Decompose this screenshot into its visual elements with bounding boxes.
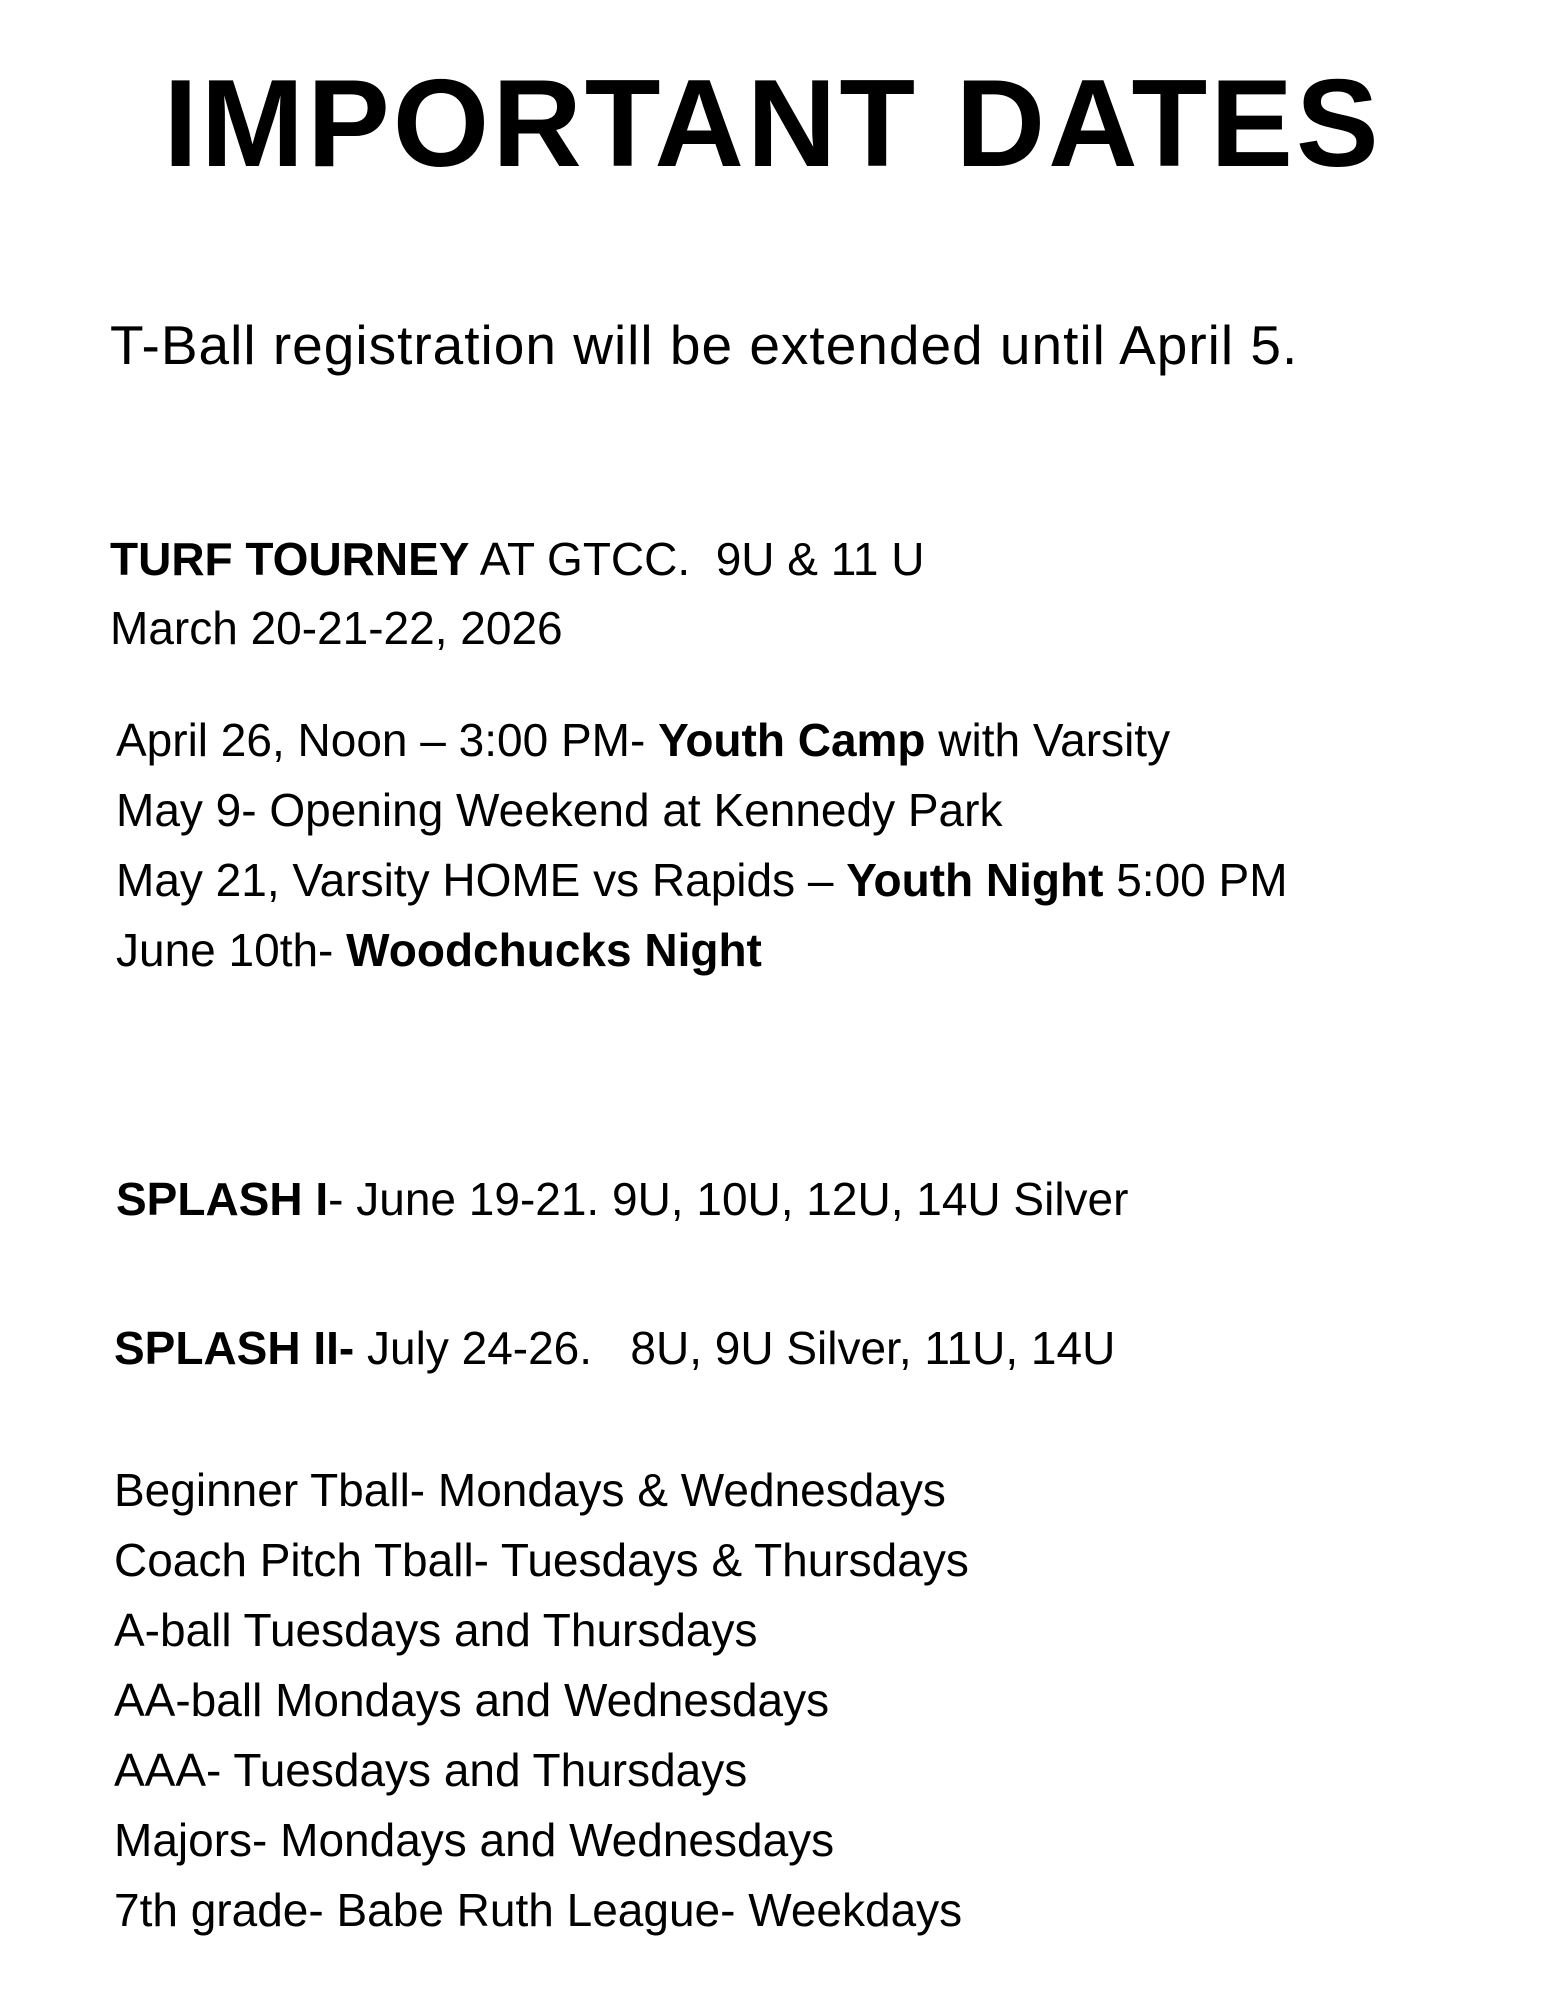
turf-tourney-heading [110, 533, 925, 585]
schedule-item: Majors- Mondays and Wednesdays [114, 1814, 835, 1866]
turf-tourney-dates: March 20-21-22, 2026 [110, 602, 563, 654]
event-text: May 21, Varsity HOME vs Rapids – [116, 854, 847, 906]
turf-tourney-section [110, 533, 925, 654]
schedule-item: 7th grade- Babe Ruth League- Weekdays [114, 1884, 963, 1936]
splash-two-section [114, 1322, 1116, 1374]
practice-schedule-list [114, 1464, 969, 1936]
event-item [116, 784, 1288, 836]
splash-one-label: SPLASH I [116, 1173, 329, 1225]
event-item [116, 854, 1288, 906]
schedule-item: Beginner Tball- Mondays & Wednesdays [114, 1464, 946, 1516]
schedule-item: AA-ball Mondays and Wednesdays [114, 1674, 830, 1726]
schedule-item: A-ball Tuesdays and Thursdays [114, 1604, 758, 1656]
event-text: June 10th- [116, 924, 347, 976]
event-text-after: with Varsity [925, 714, 1171, 766]
splash-one-section [116, 1173, 1129, 1225]
event-text: April 26, Noon – 3:00 PM- [116, 714, 659, 766]
turf-tourney-label: TURF TOURNEY [110, 533, 470, 585]
event-item [116, 924, 1288, 976]
registration-notice: T-Ball registration will be extended until April 5. [110, 314, 1299, 376]
event-highlight: Youth Night [846, 854, 1104, 906]
event-text-after: 5:00 PM [1103, 854, 1288, 906]
schedule-item: AAA- Tuesdays and Thursdays [114, 1744, 748, 1796]
events-list [116, 714, 1288, 976]
schedule-item: Coach Pitch Tball- Tuesdays & Thursdays [114, 1534, 969, 1586]
event-item [116, 714, 1288, 766]
splash-two-details: July 24-26. 8U, 9U Silver, 11U, 14U [354, 1322, 1116, 1374]
event-highlight: Youth Camp [658, 714, 926, 766]
splash-one-details: - June 19-21. 9U, 10U, 12U, 14U Silver [328, 1173, 1129, 1225]
splash-one-line [116, 1173, 1129, 1225]
page-title: IMPORTANT DATES [163, 55, 1382, 193]
event-highlight: Woodchucks Night [346, 924, 762, 976]
event-text: May 9- Opening Weekend at Kennedy Park [116, 784, 1003, 836]
splash-two-label: SPLASH II- [114, 1322, 355, 1374]
splash-two-line [114, 1322, 1116, 1374]
turf-tourney-details: AT GTCC. 9U & 11 U [469, 533, 925, 585]
